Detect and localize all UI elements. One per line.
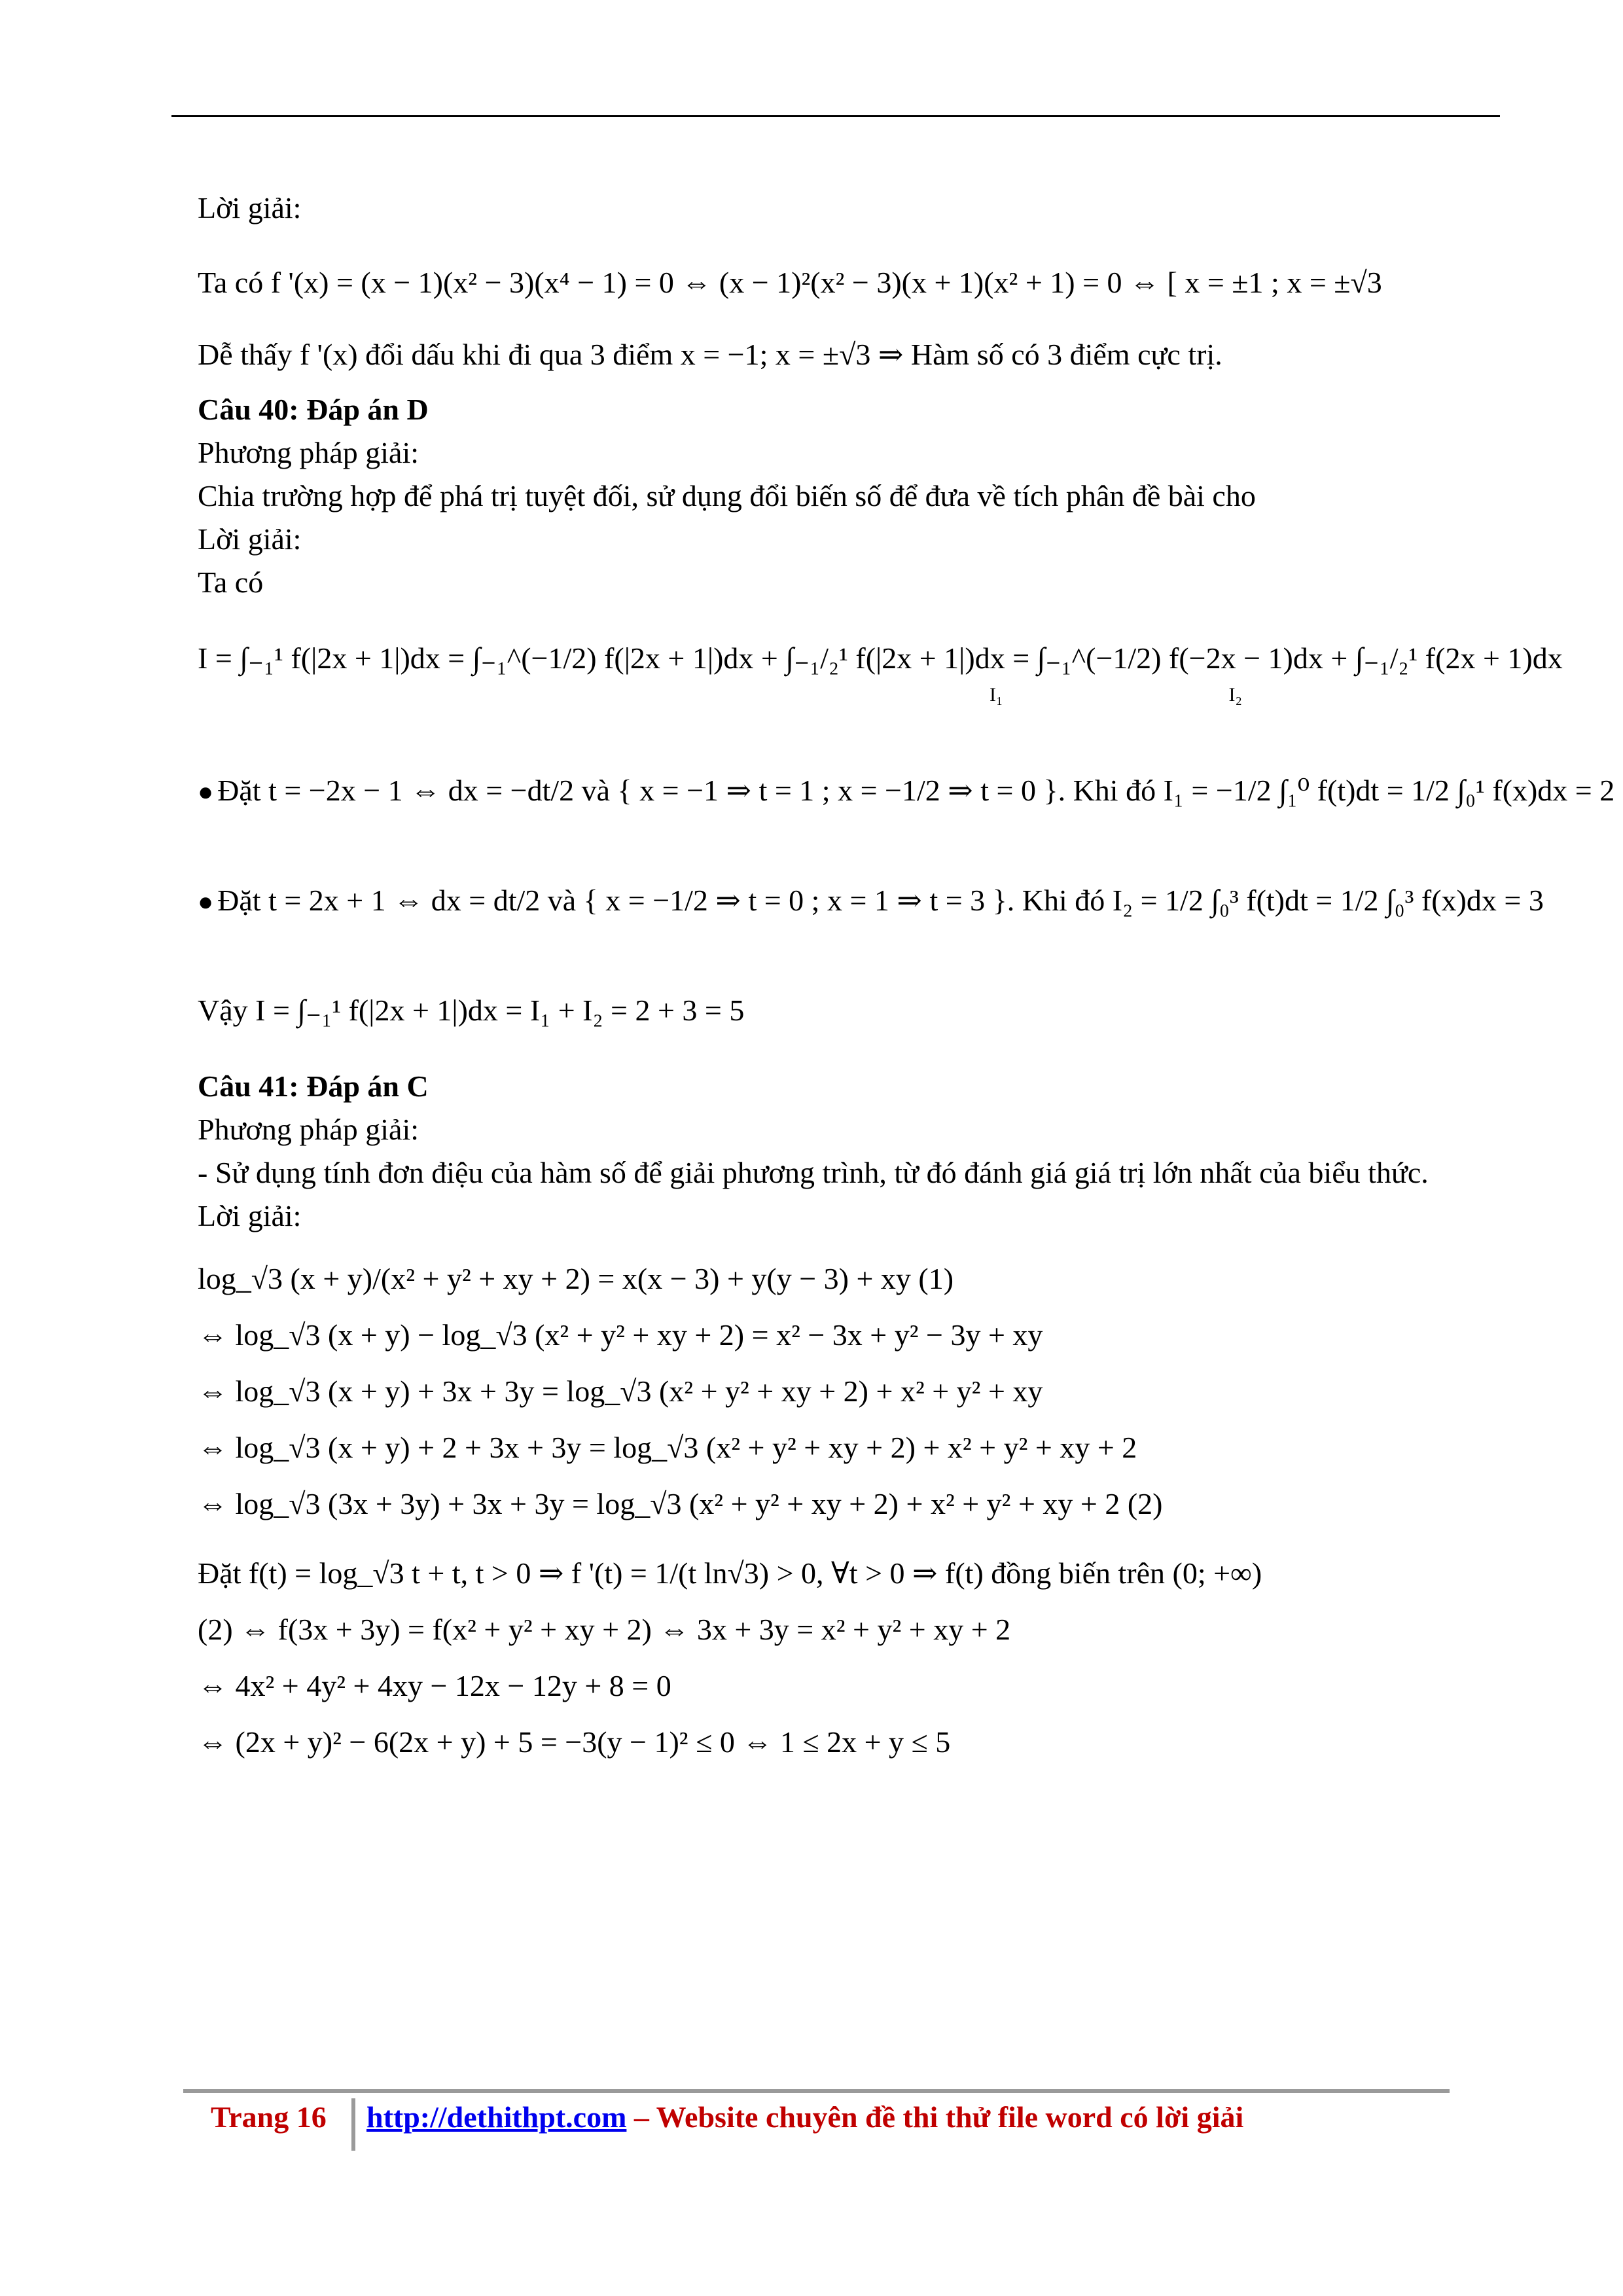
footer-tagline: – Website chuyên đề thi thử file word có lời giải bbox=[626, 2100, 1244, 2134]
footer-rule bbox=[183, 2089, 1450, 2093]
conclusion-40: Vậy I = ∫₋₁¹ f(|2x + 1|)dx = I₁ + I₂ = 2 + 3 = 5 bbox=[198, 994, 745, 1027]
method-text: Chia trường hợp để phá trị tuyệt đối, sử dụng đổi biến số để đưa về tích phân đề bài cho bbox=[198, 479, 1256, 512]
equation-7: (2) ⇔ f(3x + 3y) = f(x² + y² + xy + 2) ⇔ 3x + 3y = x² + y² + xy + 2 bbox=[198, 1613, 1011, 1646]
equation-1: log_√3 (x + y)/(x² + y² + xy + 2) = x(x − 3) + y(y − 3) + xy (1) bbox=[198, 1262, 954, 1295]
method-text: - Sử dụng tính đơn điệu của hàm số để giải phương trình, từ đó đánh giá giá trị lớn nhất của biểu thức. bbox=[198, 1156, 1429, 1189]
equation-8: ⇔ 4x² + 4y² + 4xy − 12x − 12y + 8 = 0 bbox=[198, 1669, 671, 1702]
ta-co: Ta có bbox=[198, 565, 264, 599]
equation-9: ⇔ (2x + y)² − 6(2x + y) + 5 = −3(y − 1)² ≤ 0 ⇔ 1 ≤ 2x + y ≤ 5 bbox=[198, 1725, 951, 1759]
loi-giai-label: Lời giải: bbox=[198, 191, 302, 224]
page-content bbox=[198, 187, 1615, 1759]
bullet-icon: ● bbox=[198, 777, 214, 806]
loi-giai-label: Lời giải: bbox=[198, 522, 302, 556]
underbrace-i1: I₁ bbox=[990, 684, 1003, 706]
equation-4: ⇔ log_√3 (x + y) + 2 + 3x + 3y = log_√3 (x² + y² + xy + 2) + x² + y² + xy + 2 bbox=[198, 1431, 1137, 1464]
question-40-heading: Câu 40: Đáp án D bbox=[198, 393, 429, 426]
method-label: Phương pháp giải: bbox=[198, 436, 419, 469]
equation-2: ⇔ log_√3 (x + y) − log_√3 (x² + y² + xy + 2) = x² − 3x + y² − 3y + xy bbox=[198, 1318, 1043, 1352]
method-label: Phương pháp giải: bbox=[198, 1113, 419, 1146]
substitution-2: ● Đặt t = 2x + 1 ⇔ dx = dt/2 và { x = −1/2 ⇒ t = 0 ; x = 1 ⇒ t = 3 }. Khi đó I₂ = 1/2 ∫₀³ f(t)dt = 1/2 ∫₀³ f(x)dx = 3 bbox=[198, 884, 1544, 917]
loi-giai-label: Lời giải: bbox=[198, 1199, 302, 1232]
equation-5: ⇔ log_√3 (3x + 3y) + 3x + 3y = log_√3 (x² + y² + xy + 2) + x² + y² + xy + 2 (2) bbox=[198, 1487, 1163, 1520]
footer-link[interactable]: http://dethithpt.com bbox=[366, 2100, 627, 2134]
substitution-1: ● Đặt t = −2x − 1 ⇔ dx = −dt/2 và { x = −1 ⇒ t = 1 ; x = −1/2 ⇒ t = 0 }. Khi đó I₁ = −1/2 ∫₁⁰ f(t)dt = 1/2 ∫₀¹ f(x)dx = 2 bbox=[198, 774, 1615, 807]
equation-3: ⇔ log_√3 (x + y) + 3x + 3y = log_√3 (x² + y² + xy + 2) + x² + y² + xy bbox=[198, 1374, 1043, 1408]
question-41-heading: Câu 41: Đáp án C bbox=[198, 1069, 429, 1103]
bullet-icon: ● bbox=[198, 887, 214, 916]
underbrace-labels bbox=[198, 673, 1448, 717]
solution-39-line2: Dễ thấy f '(x) đổi dấu khi đi qua 3 điểm x = −1; x = ±√3 ⇒ Hàm số có 3 điểm cực trị. bbox=[198, 338, 1222, 371]
footer-page-number: Trang 16 bbox=[211, 2100, 327, 2134]
header-rule bbox=[171, 115, 1500, 117]
footer-divider bbox=[351, 2098, 355, 2151]
integral-line: I = ∫₋₁¹ f(|2x + 1|)dx = ∫₋₁^(−1/2) f(|2x + 1|)dx + ∫₋₁/₂¹ f(|2x + 1|)dx = ∫₋₁^(−1/2) f(−2x − 1)dx + ∫₋₁/₂¹ f(2x + 1)dx bbox=[198, 641, 1563, 675]
equation-6: Đặt f(t) = log_√3 t + t, t > 0 ⇒ f '(t) = 1/(t ln√3) > 0, ∀t > 0 ⇒ f(t) đồng biến trên (0; +∞) bbox=[198, 1556, 1262, 1590]
footer-text bbox=[366, 2100, 1243, 2134]
solution-39-line1: Ta có f '(x) = (x − 1)(x² − 3)(x⁴ − 1) = 0 ⇔ (x − 1)²(x² − 3)(x + 1)(x² + 1) = 0 ⇔ [ x = ±1 ; x = ±√3 bbox=[198, 266, 1382, 299]
underbrace-i2: I₂ bbox=[1228, 684, 1242, 706]
